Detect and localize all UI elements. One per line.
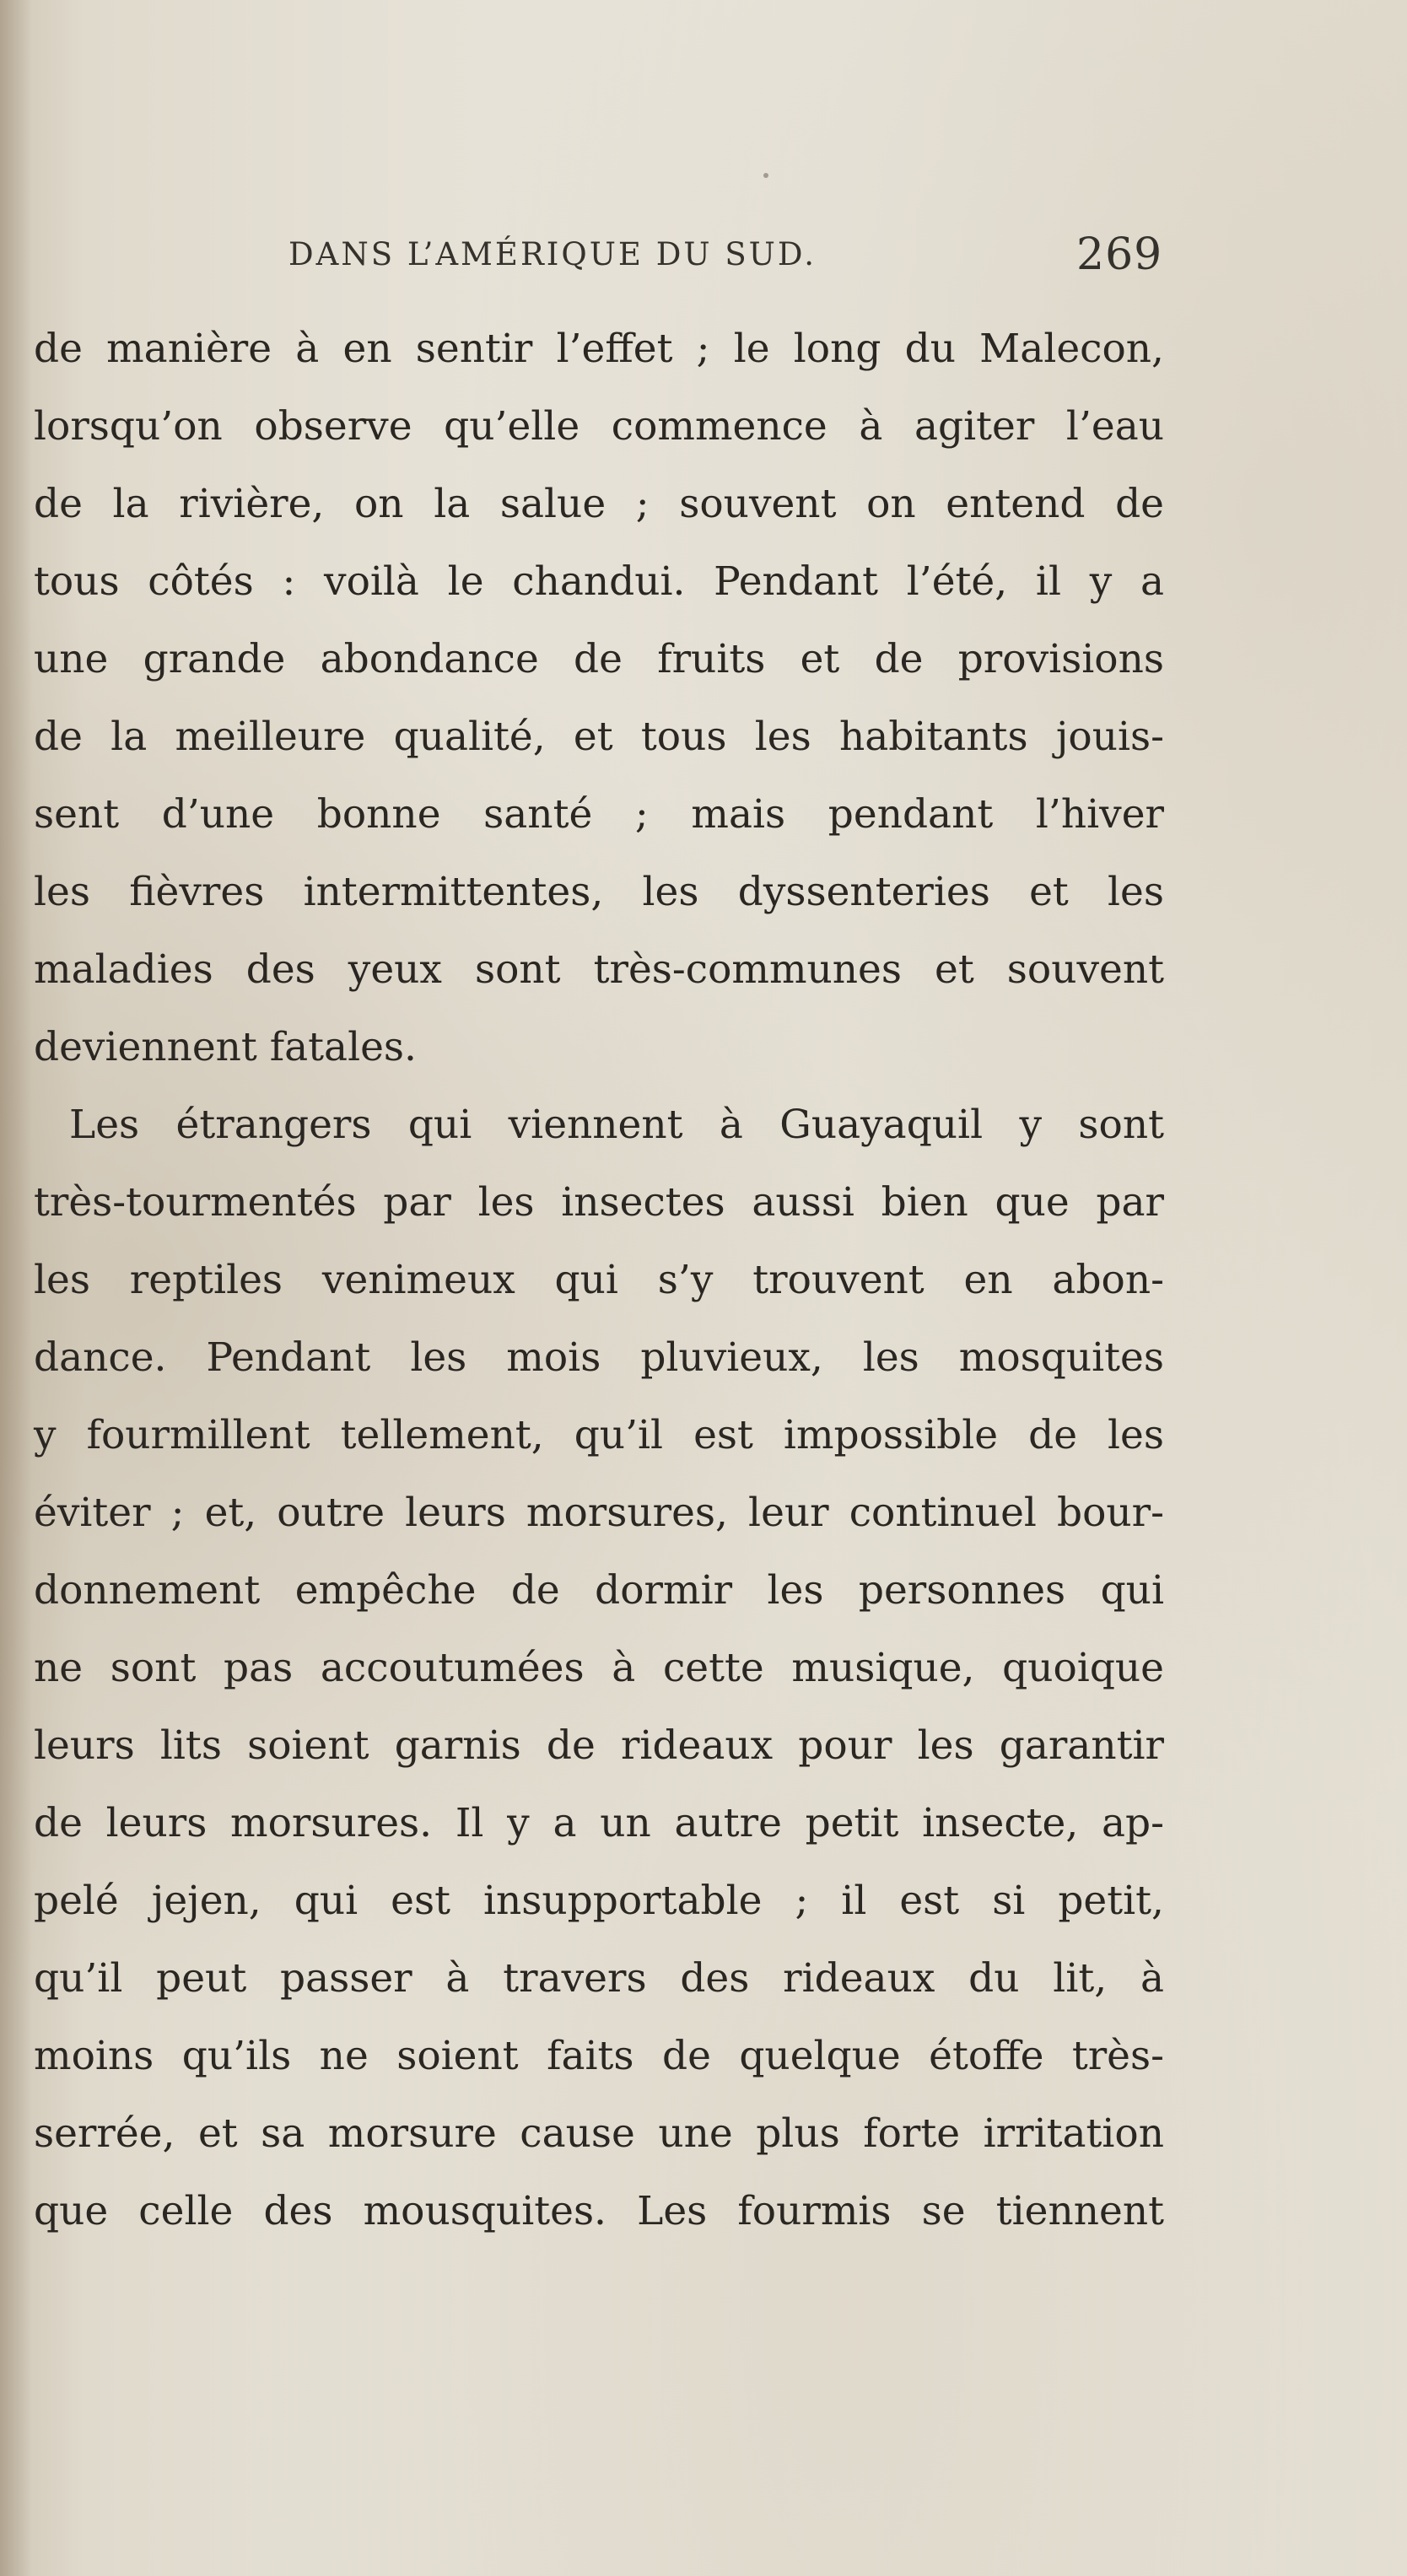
text-line: éviter ; et, outre leurs morsures, leur continuel bour- [34, 1490, 1164, 1536]
text-line: de manière à en sentir l’effet ; le long du Malecon, [34, 326, 1164, 372]
running-head [0, 229, 1407, 280]
paragraph [34, 310, 1164, 1086]
text-line: dance. Pendant les mois pluvieux, les mosquites [34, 1334, 1164, 1381]
text-line: serrée, et sa morsure cause une plus forte irritation [34, 2110, 1164, 2157]
text-line: lorsqu’on observe qu’elle commence à agiter l’eau [34, 403, 1164, 450]
text-line: pelé jejen, qui est insupportable ; il est si petit, [34, 1878, 1164, 1924]
body-text [34, 310, 1164, 2250]
text-line: moins qu’ils ne soient faits de quelque étoffe très- [34, 2033, 1164, 2079]
text-line: tous côtés : voilà le chandui. Pendant l’été, il y a [34, 558, 1164, 605]
text-line: maladies des yeux sont très-communes et souvent [34, 946, 1164, 993]
text-line: deviennent fatales. [34, 1024, 417, 1070]
paper-speck [763, 173, 768, 178]
text-line: que celle des mousquites. Les fourmis se tiennent [34, 2188, 1164, 2234]
text-line: une grande abondance de fruits et de provisions [34, 636, 1164, 682]
text-line: Les étrangers qui viennent à Guayaquil y sont [69, 1102, 1164, 1148]
text-line: qu’il peut passer à travers des rideaux du lit, à [34, 1955, 1164, 2002]
text-line: de leurs morsures. Il y a un autre petit insecte, ap- [34, 1800, 1164, 1846]
running-title: DANS L’AMÉRIQUE DU SUD. [288, 236, 817, 272]
text-line: y fourmillent tellement, qu’il est impossible de les [34, 1412, 1164, 1458]
text-line: les reptiles venimeux qui s’y trouvent en abon- [34, 1257, 1164, 1303]
text-line: sent d’une bonne santé ; mais pendant l’hiver [34, 791, 1164, 838]
paragraph [34, 1086, 1164, 2250]
text-line: de la meilleure qualité, et tous les habitants jouis- [34, 714, 1164, 760]
text-line: leurs lits soient garnis de rideaux pour les garantir [34, 1722, 1164, 1769]
text-line: donnement empêche de dormir les personnes qui [34, 1567, 1164, 1614]
text-line: de la rivière, on la salue ; souvent on entend de [34, 481, 1164, 527]
page-number: 269 [1076, 229, 1163, 280]
text-line: ne sont pas accoutumées à cette musique, quoique [34, 1645, 1164, 1691]
gutter-shadow [0, 0, 32, 2576]
text-line: très-tourmentés par les insectes aussi bien que par [34, 1179, 1164, 1226]
text-line: les fièvres intermittentes, les dyssenteries et les [34, 869, 1164, 915]
